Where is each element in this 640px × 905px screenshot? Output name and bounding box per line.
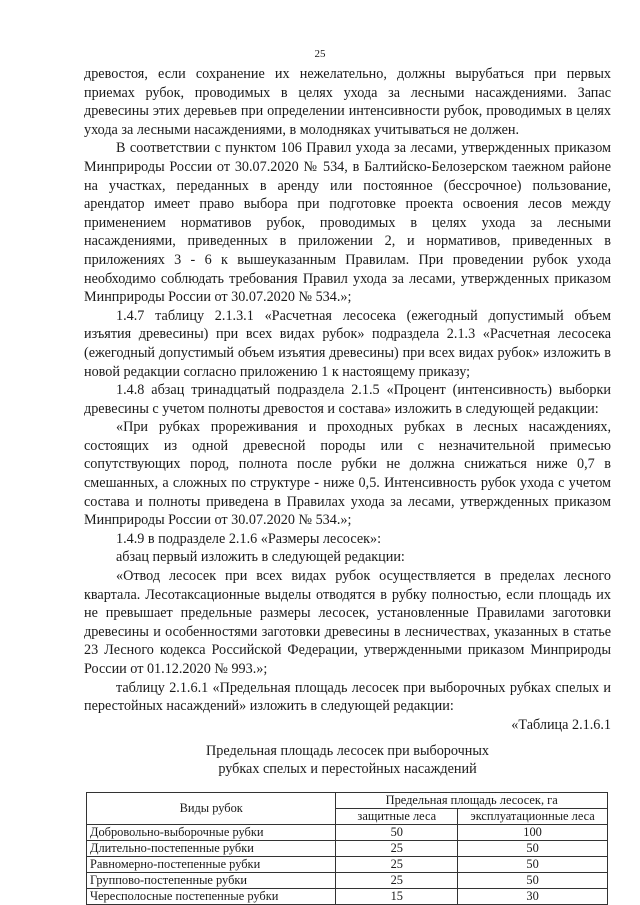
paragraph-1-4-9: 1.4.9 в подразделе 2.1.6 «Размеры лесосек»:	[116, 530, 382, 547]
table-title-line-1: Предельная площадь лесосек при выборочных	[206, 743, 489, 760]
paragraph-quote-thinning: «При рубках прореживания и проходных рубках в лесных насаждениях, состоящих из одной древесной породы или с незначительной примесью сопутствующих пород, полнота после рубки не должна снижаться ниже 0,7 в смешанных, а сложных по структуре - ниже 0,5. Интенсивность рубок ухода с учетом состава и полноты приведена в Правилах ухода за лесами, утвержденных приказом Минприроды России от 30.07.2020 № 534.»;	[84, 419, 611, 529]
table-row	[87, 889, 608, 905]
cell-operational: 50	[458, 841, 608, 857]
paragraph-1-4-8: 1.4.8 абзац тринадцатый подраздела 2.1.5 «Процент (интенсивность) выборки древесины с учетом полноты древостоя и состава» изложить в следующей редакции:	[84, 382, 611, 417]
cell-protective: 25	[336, 857, 458, 873]
header-protective-forests: защитные леса	[336, 809, 458, 825]
header-max-area: Предельная площадь лесосек, га	[336, 793, 608, 809]
cell-operational: 30	[458, 889, 608, 905]
cell-felling-type: Добровольно-выборочные рубки	[87, 825, 336, 841]
cell-operational: 50	[458, 857, 608, 873]
table-row	[87, 825, 608, 841]
page-number: 25	[314, 48, 326, 60]
cell-felling-type: Чересполосные постепенные рубки	[87, 889, 336, 905]
header-felling-type: Виды рубок	[87, 793, 336, 825]
cell-protective: 25	[336, 841, 458, 857]
paragraph-first-abzac: абзац первый изложить в следующей редакции:	[116, 549, 405, 566]
table-label: «Таблица 2.1.6.1	[511, 716, 611, 733]
cell-felling-type: Группово-постепенные рубки	[87, 873, 336, 889]
document-body	[84, 65, 611, 905]
cell-felling-type: Равномерно-постепенные рубки	[87, 857, 336, 873]
table-title-line-2: рубках спелых и перестойных насаждений	[218, 761, 477, 778]
cell-felling-type: Длительно-постепенные рубки	[87, 841, 336, 857]
paragraph-1-4-7: 1.4.7 таблицу 2.1.3.1 «Расчетная лесосека (ежегодный допустимый объем изъятия древесины) при всех видах рубок» подраздела 2.1.3 «Расчетная лесосека (ежегодный допустимый объем изъятия древесины) при всех видах рубок» изложить в новой редакции согласно приложению 1 к настоящему приказу;	[84, 307, 611, 380]
cell-operational: 100	[458, 825, 608, 841]
felling-area-table	[86, 792, 608, 905]
cell-protective: 25	[336, 873, 458, 889]
table-row	[87, 857, 608, 873]
paragraph-rules-106: В соответствии с пунктом 106 Правил ухода за лесами, утвержденных приказом Минприроды России от 30.07.2020 № 534, в Балтийско-Белозерском таежном районе на участках, переданных в аренду или постоянное (бессрочное) пользование, арендатор имеет право выбора при подготовке проекта освоения лесов между применением нормативов рубок, проводимых в целях ухода за лесными насаждениями, приведенных в приложении 2, и нормативов, приведенных в приложениях 3 - 6 к вышеуказанным Правилам. При проведении рубок ухода необходимо соблюдать требования Правил ухода за лесами, утвержденных приказом Минприроды России от 30.07.2020 № 534.»;	[84, 140, 611, 306]
paragraph-table-intro: таблицу 2.1.6.1 «Предельная площадь лесосек при выборочных рубках спелых и перестойных насаждений» изложить в следующей редакции:	[84, 679, 611, 715]
table-header-row	[87, 793, 608, 809]
cell-operational: 50	[458, 873, 608, 889]
table-row	[87, 841, 608, 857]
cell-protective: 15	[336, 889, 458, 905]
header-operational-forests: эксплуатационные леса	[458, 809, 608, 825]
paragraph-continuation: древостоя, если сохранение их нежелательно, должны вырубаться при первых приемах рубок, проводимых в целях ухода за лесными насаждениями. Запас древесины этих деревьев при определении интенсивности рубок, проводимых в целях ухода за лесными насаждениями, в молодняках учитываться не должен.	[84, 66, 611, 138]
cell-protective: 50	[336, 825, 458, 841]
table-title	[84, 742, 611, 778]
table-row	[87, 873, 608, 889]
paragraph-quote-allotment: «Отвод лесосек при всех видах рубок осуществляется в пределах лесного квартала. Лесотаксационные выделы отводятся в рубку полностью, если площадь их не превышает предельные размеры лесосек, установленные Правилами заготовки древесины и особенностями заготовки древесины в лесничествах, указанных в статье 23 Лесного кодекса Российской Федерации, утвержденными приказом Минприроды России от 01.12.2020 № 993.»;	[84, 568, 611, 677]
